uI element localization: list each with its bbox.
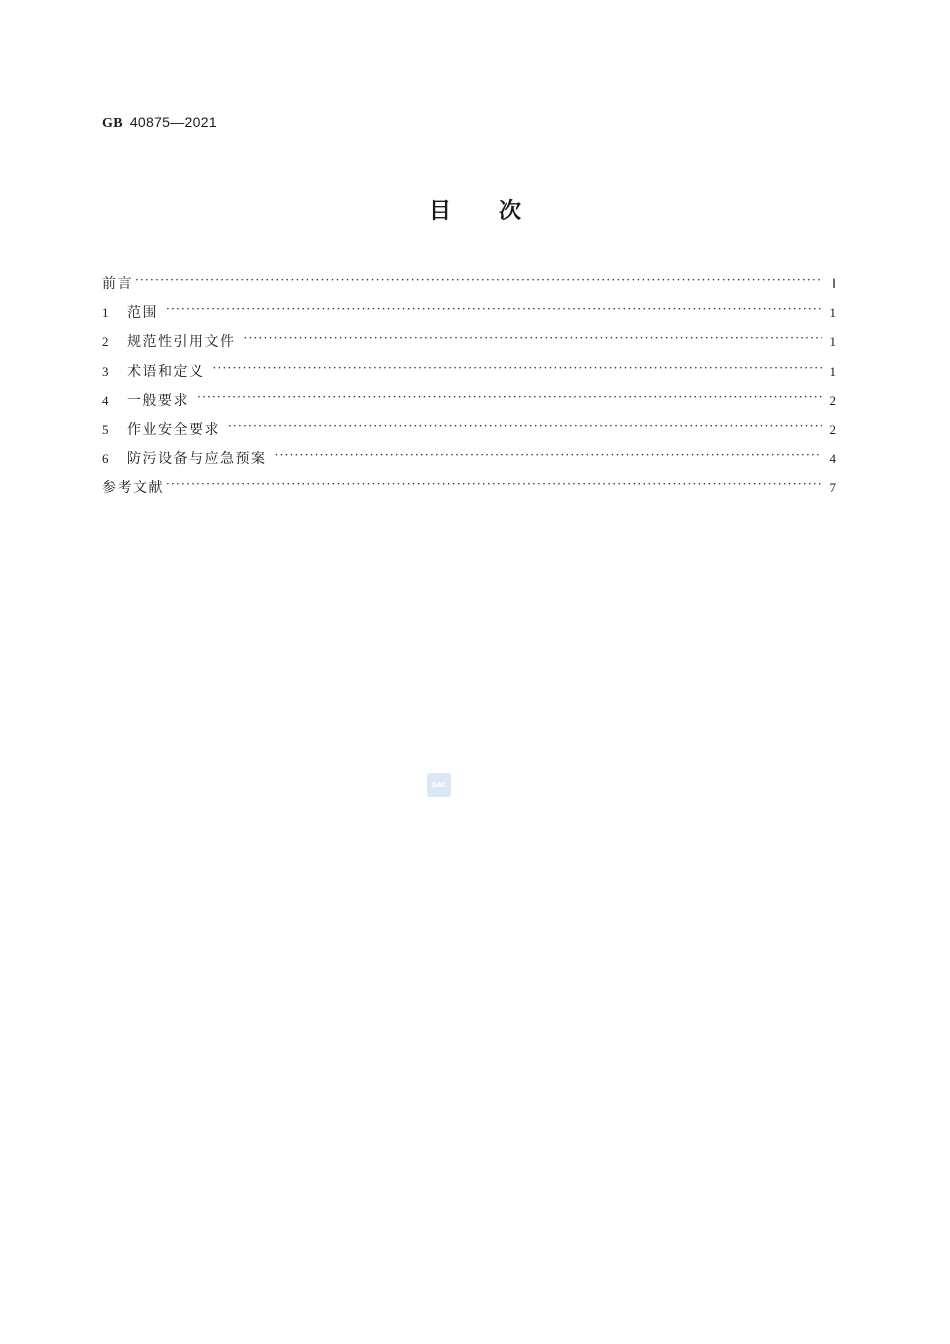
toc-entry-scope[interactable] <box>102 303 836 332</box>
toc-entry-foreword[interactable] <box>102 274 836 303</box>
toc-entry-general-requirements[interactable] <box>102 391 836 420</box>
toc-leader-dots <box>166 303 822 317</box>
toc-entry-page: 2 <box>829 392 836 408</box>
toc-entry-operation-safety[interactable] <box>102 420 836 449</box>
toc-entry-page: 1 <box>829 334 836 350</box>
toc-entry-title: 防污设备与应急预案 <box>127 451 267 468</box>
toc-entry-pollution-equipment[interactable] <box>102 449 836 478</box>
toc-entry-number: 6 <box>102 451 109 467</box>
page-title: 目次 <box>428 199 569 224</box>
toc-entry-page: 1 <box>829 305 836 321</box>
table-of-contents <box>102 274 836 508</box>
toc-entry-number: 4 <box>102 392 109 408</box>
toc-leader-dots <box>197 391 822 405</box>
toc-entry-title: 参考文献 <box>102 480 164 497</box>
toc-leader-dots <box>275 449 823 463</box>
standard-code <box>102 114 217 132</box>
toc-entry-number: 3 <box>102 363 109 379</box>
toc-leader-dots <box>135 274 822 288</box>
toc-entry-terms-definitions[interactable] <box>102 362 836 391</box>
toc-entry-normative-references[interactable] <box>102 332 836 361</box>
toc-entry-title: 一般要求 <box>127 392 189 409</box>
toc-entry-page: 1 <box>829 363 836 379</box>
sac-watermark-icon: SAC <box>427 773 451 797</box>
standard-number: 40875—2021 <box>129 114 217 130</box>
toc-entry-number: 1 <box>102 305 109 321</box>
toc-leader-dots <box>166 478 822 492</box>
toc-entry-number: 2 <box>102 334 109 350</box>
toc-entry-page: Ⅰ <box>832 276 836 291</box>
toc-entry-title: 作业安全要求 <box>127 421 220 438</box>
toc-entry-bibliography[interactable] <box>102 478 836 507</box>
toc-entry-title: 术语和定义 <box>127 363 205 380</box>
toc-entry-number: 5 <box>102 421 109 437</box>
toc-entry-title: 规范性引用文件 <box>127 334 236 351</box>
toc-entry-page: 2 <box>829 421 836 437</box>
toc-leader-dots <box>244 332 823 346</box>
toc-leader-dots <box>213 362 823 376</box>
toc-entry-page: 4 <box>829 451 836 467</box>
toc-leader-dots <box>228 420 822 434</box>
toc-entry-title: 范围 <box>127 305 158 322</box>
toc-entry-title: 前言 <box>102 276 133 292</box>
toc-entry-page: 7 <box>829 480 836 496</box>
standard-prefix: GB <box>102 116 123 131</box>
